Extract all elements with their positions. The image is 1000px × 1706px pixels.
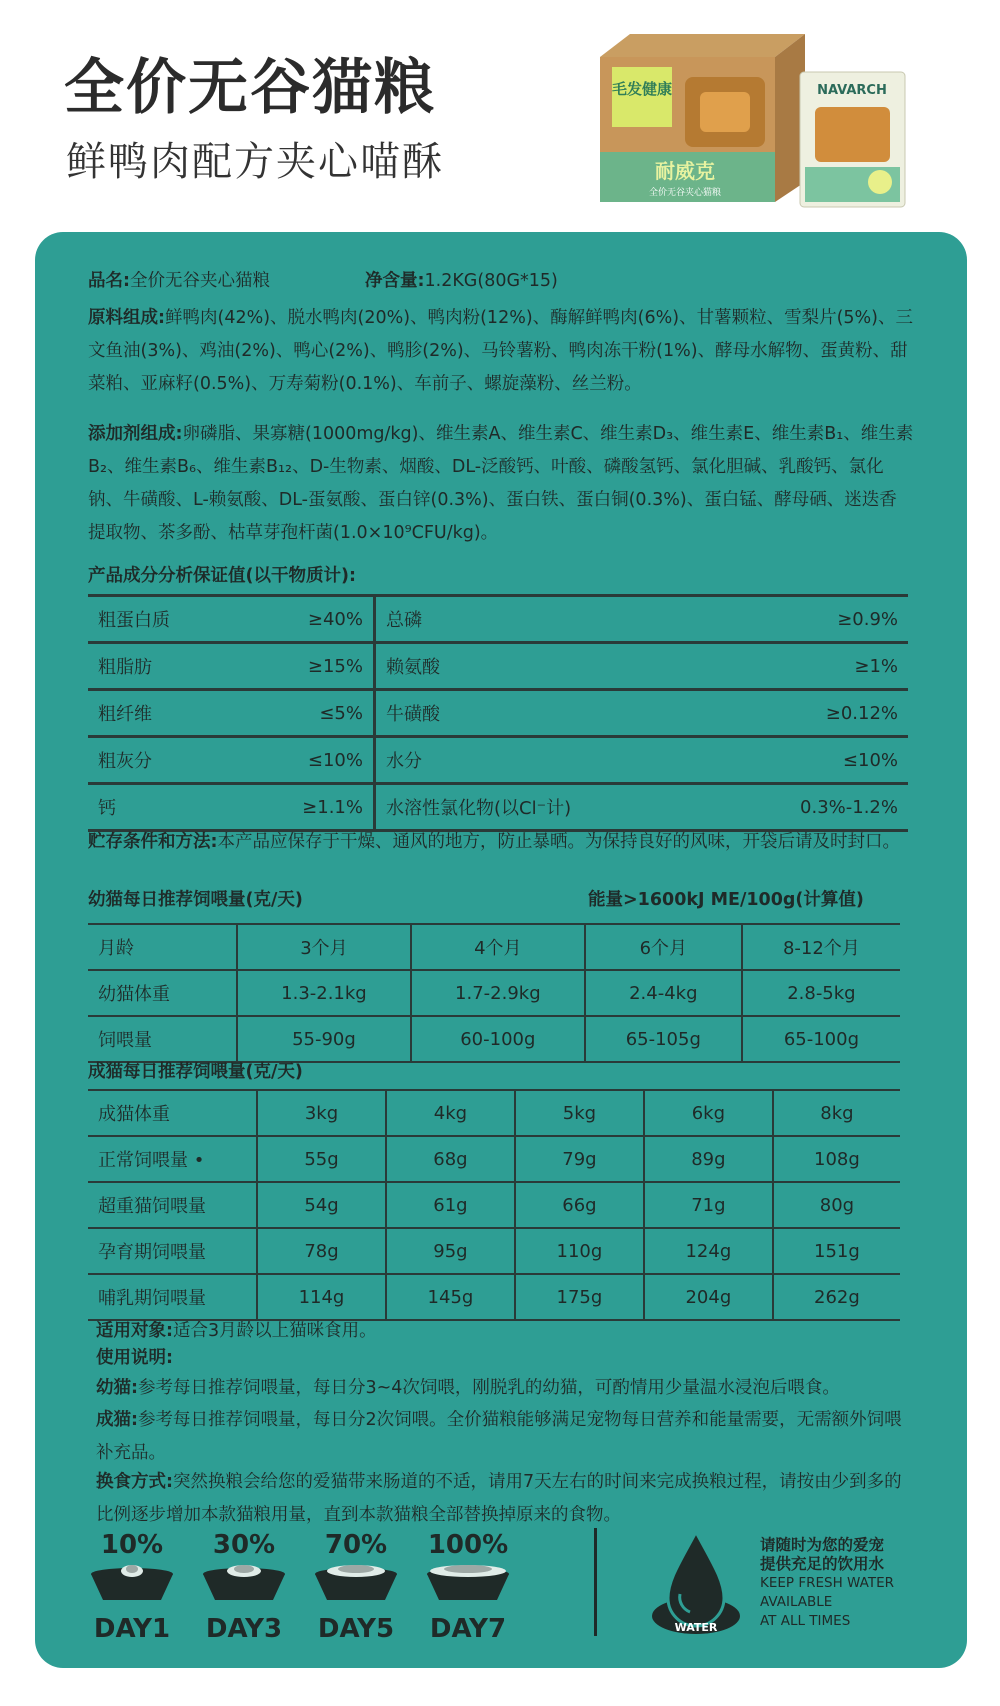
kitten-cell: 2.8-5kg — [742, 970, 900, 1016]
guarantee-value: ≥0.12% — [714, 690, 908, 737]
net-weight-label: 净含量: — [365, 271, 425, 291]
additives-value: 卵磷脂、果寡糖(1000mg/kg)、维生素A、维生素C、维生素D₃、维生素E、维生素B₁、维生素B₂、维生素B₆、维生素B₁₂、D-生物素、烟酸、DL-泛酸钙、叶酸、磷酸氢钙、氯化胆碱、乳酸钙、氯化钠、牛磺酸、L-赖氨酸、DL-蛋氨酸、蛋白锌(0.3%)、蛋白铁、蛋白铜(0.3%)、蛋白锰、酵母硒、迷迭香提取物、茶多酚、枯草芽孢杆菌(1.0×10⁹CFU/kg)。 — [88, 424, 914, 543]
kitten-cell: 1.3-2.1kg — [237, 970, 411, 1016]
storage-text: 本产品应保存于干燥、通风的地方，防止暴晒。为保持良好的风味，开袋后请及时封口。 — [217, 832, 900, 852]
kitten-cell: 65-105g — [585, 1016, 742, 1062]
guarantee-row — [88, 690, 908, 737]
adult-cell: 71g — [644, 1182, 773, 1228]
adult-row-label: 成猫体重 — [88, 1090, 257, 1136]
guarantee-label: 粗脂肪 — [88, 643, 239, 690]
kitten-cell: 4个月 — [411, 924, 585, 970]
guarantee-row — [88, 737, 908, 784]
kitten-row-label: 月龄 — [88, 924, 237, 970]
adult-cell: 4kg — [386, 1090, 515, 1136]
package-product-name: 全价无谷夹心猫粮 — [648, 188, 722, 198]
target-label: 适用对象: — [96, 1321, 173, 1341]
water-line-2: 提供充足的饮用水 — [760, 1555, 885, 1573]
guarantee-label: 赖氨酸 — [374, 643, 714, 690]
guarantee-label: 水分 — [374, 737, 714, 784]
product-package-image — [590, 32, 920, 212]
adult-cell: 54g — [257, 1182, 386, 1228]
water-line-1: 请随时为您的爱宠 — [760, 1536, 885, 1554]
adult-cell: 108g — [773, 1136, 900, 1182]
switch-text: 突然换粮会给您的爱猫带来肠道的不适，请用7天左右的时间来完成换粮过程，请按由少到多的比例逐步增加本款猫粮用量，直到本款猫粮全部替换掉原来的食物。 — [96, 1472, 902, 1525]
product-name-label: 品名: — [88, 271, 130, 291]
additives-label: 添加剂组成: — [88, 424, 183, 444]
adult-instruction — [96, 1404, 916, 1470]
adult-cell: 3kg — [257, 1090, 386, 1136]
food-bowl-icon — [311, 1560, 401, 1604]
kitten-instruction-text: 参考每日推荐饲喂量，每日分3~4次饲喂，刚脱乳的幼猫，可酌情用少量温水浸泡后喂食。 — [138, 1378, 840, 1398]
package-brand-box: 耐威克 — [655, 159, 715, 183]
adult-row — [88, 1090, 900, 1136]
guarantee-value: ≥15% — [239, 643, 374, 690]
net-weight-value: 1.2KG(80G*15) — [424, 271, 558, 291]
kitten-row-label: 饲喂量 — [88, 1016, 237, 1062]
switch-instruction — [96, 1466, 916, 1532]
kitten-cell: 3个月 — [237, 924, 411, 970]
water-drop-icon — [650, 1528, 742, 1640]
guarantee-label: 总磷 — [374, 596, 714, 643]
guarantee-value: ≥1% — [714, 643, 908, 690]
guarantee-label: 水溶性氯化物(以Cl⁻计) — [374, 784, 714, 831]
divider-line — [594, 1528, 597, 1636]
transition-day: DAY3 — [205, 1614, 283, 1644]
kitten-cell: 1.7-2.9kg — [411, 970, 585, 1016]
ingredients-label: 原料组成: — [88, 308, 165, 328]
guarantee-row — [88, 596, 908, 643]
guarantee-label: 牛磺酸 — [374, 690, 714, 737]
transition-percent: 10% — [100, 1530, 164, 1560]
transition-percent: 70% — [324, 1530, 388, 1560]
water-note — [760, 1536, 894, 1631]
adult-cell: 262g — [773, 1274, 900, 1320]
adult-row — [88, 1228, 900, 1274]
transition-day: DAY7 — [429, 1614, 507, 1644]
adult-cell: 95g — [386, 1228, 515, 1274]
adult-feeding-title: 成猫每日推荐饲喂量(克/天) — [88, 1062, 303, 1082]
guarantee-value: ≤10% — [239, 737, 374, 784]
guarantee-value: ≥1.1% — [239, 784, 374, 831]
transition-percent: 100% — [427, 1530, 509, 1560]
page-subtitle: 鲜鸭肉配方夹心喵酥 — [66, 139, 444, 185]
adult-cell: 79g — [515, 1136, 644, 1182]
adult-cell: 8kg — [773, 1090, 900, 1136]
transition-day: DAY1 — [93, 1614, 171, 1644]
guarantee-value: 0.3%-1.2% — [714, 784, 908, 831]
adult-cell: 89g — [644, 1136, 773, 1182]
adult-cell: 204g — [644, 1274, 773, 1320]
transition-step — [418, 1530, 518, 1644]
pouch-brand: NAVARCH — [817, 83, 887, 98]
guarantee-value: ≤5% — [239, 690, 374, 737]
net-weight-line — [365, 265, 558, 298]
adult-row — [88, 1136, 900, 1182]
energy-note: 能量>1600kJ ME/100g(计算值) — [588, 890, 864, 910]
guarantee-table — [88, 594, 908, 832]
adult-cell: 78g — [257, 1228, 386, 1274]
transition-day: DAY5 — [317, 1614, 395, 1644]
kitten-instruction-label: 幼猫: — [96, 1378, 138, 1398]
adult-cell: 110g — [515, 1228, 644, 1274]
adult-cell: 61g — [386, 1182, 515, 1228]
kitten-cell: 2.4-4kg — [585, 970, 742, 1016]
kitten-feeding-title: 幼猫每日推荐饲喂量(克/天) — [88, 890, 303, 910]
adult-row-label: 孕育期饲喂量 — [88, 1228, 257, 1274]
guarantee-value: ≤10% — [714, 737, 908, 784]
adult-row — [88, 1274, 900, 1320]
adult-cell: 80g — [773, 1182, 900, 1228]
adult-cell: 66g — [515, 1182, 644, 1228]
switch-label: 换食方式: — [96, 1472, 173, 1492]
adult-cell: 151g — [773, 1228, 900, 1274]
water-en-1: KEEP FRESH WATER — [760, 1575, 894, 1591]
kitten-row — [88, 924, 900, 970]
adult-cell: 68g — [386, 1136, 515, 1182]
water-en-3: AT ALL TIMES — [760, 1613, 851, 1629]
ingredients-block — [88, 302, 914, 401]
kitten-cell: 8-12个月 — [742, 924, 900, 970]
adult-row-label: 哺乳期饲喂量 — [88, 1274, 257, 1320]
food-bowl-icon — [423, 1560, 513, 1604]
kitten-feeding-table — [88, 923, 900, 1063]
guarantee-value: ≥0.9% — [714, 596, 908, 643]
adult-row-label: 正常饲喂量 • — [88, 1136, 257, 1182]
kitten-cell: 6个月 — [585, 924, 742, 970]
adult-cell: 145g — [386, 1274, 515, 1320]
kitten-cell: 55-90g — [237, 1016, 411, 1062]
food-bowl-icon — [87, 1560, 177, 1604]
target-line — [96, 1315, 916, 1348]
adult-cell: 5kg — [515, 1090, 644, 1136]
adult-instruction-label: 成猫: — [96, 1410, 138, 1430]
adult-cell: 124g — [644, 1228, 773, 1274]
product-name-value: 全价无谷夹心猫粮 — [130, 271, 270, 291]
guarantee-label: 粗纤维 — [88, 690, 239, 737]
guarantee-label: 粗灰分 — [88, 737, 239, 784]
storage-label: 贮存条件和方法: — [88, 832, 218, 852]
adult-row-label: 超重猫饲喂量 — [88, 1182, 257, 1228]
kitten-row-label: 幼猫体重 — [88, 970, 237, 1016]
analysis-title: 产品成分分析保证值(以干物质计): — [88, 566, 356, 586]
adult-cell: 175g — [515, 1274, 644, 1320]
kitten-cell: 60-100g — [411, 1016, 585, 1062]
storage-block — [88, 826, 914, 859]
guarantee-label: 粗蛋白质 — [88, 596, 239, 643]
product-name-line — [88, 265, 270, 298]
guarantee-row — [88, 643, 908, 690]
instructions-label: 使用说明: — [96, 1348, 173, 1368]
transition-step — [82, 1530, 182, 1644]
kitten-row — [88, 970, 900, 1016]
target-text: 适合3月龄以上猫咪食用。 — [173, 1321, 377, 1341]
water-label: WATER — [674, 1621, 718, 1634]
adult-cell: 55g — [257, 1136, 386, 1182]
page-title: 全价无谷猫粮 — [64, 53, 436, 123]
adult-instruction-text: 参考每日推荐饲喂量，每日分2次饲喂。全价猫粮能够满足宠物每日营养和能量需要，无需额外饲喂补充品。 — [96, 1410, 902, 1463]
adult-cell: 6kg — [644, 1090, 773, 1136]
adult-cell: 114g — [257, 1274, 386, 1320]
transition-step — [194, 1530, 294, 1644]
kitten-cell: 65-100g — [742, 1016, 900, 1062]
adult-row — [88, 1182, 900, 1228]
guarantee-label: 钙 — [88, 784, 239, 831]
guarantee-value: ≥40% — [239, 596, 374, 643]
adult-feeding-table — [88, 1089, 900, 1321]
kitten-instruction — [96, 1372, 916, 1405]
transition-percent: 30% — [212, 1530, 276, 1560]
water-en-2: AVAILABLE — [760, 1594, 833, 1610]
food-bowl-icon — [199, 1560, 289, 1604]
package-badge: 毛发健康 — [611, 80, 673, 98]
transition-step — [306, 1530, 406, 1644]
ingredients-value: 鲜鸭肉(42%)、脱水鸭肉(20%)、鸭肉粉(12%)、酶解鲜鸭肉(6%)、甘薯颗粒、雪梨片(5%)、三文鱼油(3%)、鸡油(2%)、鸭心(2%)、鸭胗(2%)、马铃薯粉、鸭肉冻干粉(1%)、酵母水解物、蛋黄粉、甜菜粕、亚麻籽(0.5%)、万寿菊粉(0.1%)、车前子、螺旋藻粉、丝兰粉。 — [88, 308, 913, 394]
additives-block — [88, 418, 914, 550]
guarantee-row — [88, 784, 908, 831]
